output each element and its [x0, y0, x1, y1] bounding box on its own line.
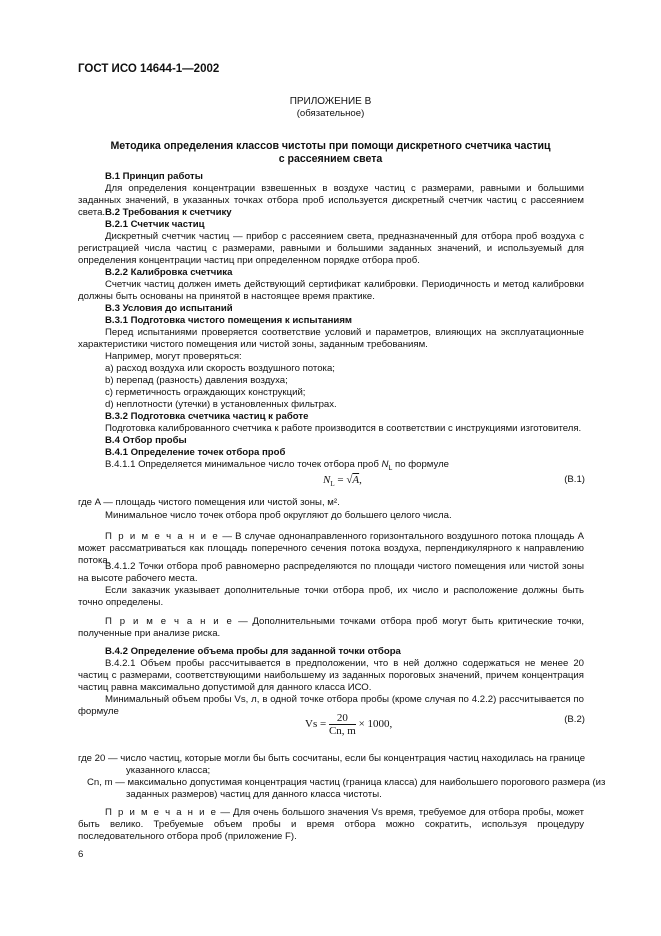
formula-b2-lhs: Vs = — [305, 718, 327, 731]
section-b4-heading: В.4 Отбор пробы — [105, 435, 187, 446]
note-3 — [78, 807, 584, 844]
note-2 — [78, 616, 584, 640]
appendix-title: ПРИЛОЖЕНИЕ В — [289, 96, 372, 107]
section-b32-text: Подготовка калиброванного счетчика к работе производится в соответствии с инструкциями изготовителя. — [105, 423, 582, 434]
section-b32-heading: В.3.2 Подготовка счетчика частиц к работе — [105, 411, 309, 422]
list-item-a: a) расход воздуха или скорость воздушного потока; — [105, 363, 335, 374]
where-2-item-1: где 20 — число частиц, которые могли бы быть сосчитаны, если бы концентрация частиц находилась на границе — [78, 753, 586, 764]
b411-text-b: по формуле — [392, 459, 450, 470]
section-b1-text: Для определения концентрации взвешенных в воздухе частиц с размерами, равными и большими заданных значений, в указанных точках отбора проб используется дискретный счетчик частиц с рассеянием света. — [78, 183, 584, 219]
section-b31-text: Перед испытаниями проверяется соответствие условий и параметров, влияющих на эксплуатационные характеристики чистого помещения или чистой зоны, заданным требованиям. — [78, 327, 584, 351]
section-b3-heading: В.3 Условия до испытаний — [105, 303, 233, 314]
note-2-text: — Дополнительными точками отбора проб могут быть критические точки, полученные при анализе риска. — [78, 616, 584, 640]
section-b1-heading: В.1 Принцип работы — [105, 171, 203, 182]
page-number: 6 — [78, 849, 84, 860]
note-1-text: — В случае однонаправленного горизонтального воздушного потока площадь A может рассматриваться как площадь поперечного сечения потока воздуха, перпендикулярного к направлению потока. — [78, 531, 584, 567]
equation-number-b2: (В.2) — [564, 714, 585, 725]
b411-text-a: В.4.1.1 Определяется минимальное число точек отбора проб — [105, 459, 382, 470]
title-line-2: с рассеянием света — [278, 153, 383, 165]
note-3-text: — Для очень большого значения Vs время, требуемое для отбора пробы, может быть велико. Требуемые объем пробы и время отбора можно сократить, используя процедуру последовательного отбора проб (приложение F). — [78, 807, 584, 843]
section-b31-example: Например, могут проверяться: — [105, 351, 242, 362]
section-b42-heading: В.4.2 Определение объема пробы для заданной точки отбора — [105, 646, 401, 657]
title-line-1: Методика определения классов чистоты при помощи дискретного счетчика частиц — [110, 140, 551, 152]
formula-b1-where: где A — площадь чистого помещения или чистой зоны, м². — [78, 497, 340, 508]
where-2-item-1b: указанного класса; — [126, 765, 211, 776]
section-b2-heading: В.2 Требования к счетчику — [105, 207, 232, 218]
formula-b2-fraction — [329, 712, 356, 737]
b411-symbol: N — [381, 459, 389, 470]
note-3-label: П р и м е ч а н и е — [105, 807, 218, 818]
appendix-status: (обязательное) — [296, 108, 365, 119]
formula-b1-symbol: N — [323, 474, 331, 486]
section-b421-text: В.4.2.1 Объем пробы рассчитывается в предположении, что в ней должно содержаться не менее 20 частиц с размерами, соответствующими наибольшему из заданных пороговых значений, причем концентрация частиц равна максимально допустимой для данного класса ИСО. — [78, 658, 584, 694]
section-b411-text — [105, 459, 449, 475]
section-b22-heading: В.2.2 Калибровка счетчика — [105, 267, 233, 278]
where-2-item-2: Cn, m — максимально допустимая концентрация частиц (граница класса) для наибольшего порогового размера (из — [87, 777, 606, 788]
document-title — [78, 140, 583, 166]
where-2-item-2b: заданных размеров) частиц для данного класса чистоты. — [126, 789, 382, 800]
note-1-label: П р и м е ч а н и е — [105, 531, 220, 542]
section-b21-text: Дискретный счетчик частиц — прибор с рассеянием света, предназначенный для отбора проб воздуха с регистрацией числа частиц с размерами, равными и большими заданных значений, и используемый для определения концентрации частиц при определенном порядке отбора проб. — [78, 231, 584, 267]
section-b31-heading: В.3.1 Подготовка чистого помещения к испытаниям — [105, 315, 353, 326]
section-b22-text: Счетчик частиц должен иметь действующий сертификат калибровки. Периодичность и метод калибровки должны быть основаны на принятой в настоящее время практике. — [78, 279, 584, 303]
formula-b1-area: A — [352, 474, 360, 486]
formula-b1: $N_L = √A$, — [323, 474, 362, 489]
b411-symbol-sub: L — [388, 464, 393, 472]
formula-b1-rhs: = √ — [337, 474, 353, 486]
section-b21-heading: В.2.1 Счетчик частиц — [105, 219, 205, 230]
equation-number-b1: (В.1) — [564, 474, 585, 485]
section-b412-text2: Если заказчик указывает дополнительные точки отбора проб, их число и расположение должны быть точно определены. — [78, 585, 584, 609]
formula-b1-rounding: Минимальное число точек отбора проб округляют до большего целого числа. — [105, 510, 452, 521]
formula-b2 — [305, 712, 392, 737]
section-b41-heading: В.4.1 Определение точек отбора проб — [105, 447, 286, 458]
formula-b2-numerator: 20 — [329, 712, 356, 725]
section-b412-text: В.4.1.2 Точки отбора проб равномерно распределяются по площади чистого помещения или чистой зоны на высоте рабочего места. — [78, 561, 584, 585]
formula-b2-rhs: × 1000, — [358, 718, 393, 731]
list-item-d: d) неплотности (утечки) в установленных фильтрах. — [105, 399, 337, 410]
formula-b2-denominator: Cn, m — [328, 725, 356, 737]
section-b421-text2: Минимальный объем пробы Vs, л, в одной точке отбора пробы (кроме случая по 4.2.2) рассчитывается по формуле — [78, 694, 584, 718]
list-item-b: b) перепад (разность) давления воздуха; — [105, 375, 288, 386]
document-header: ГОСТ ИСО 14644-1—2002 — [78, 63, 220, 75]
formula-b1-sub: L — [330, 480, 335, 489]
note-2-label: П р и м е ч а н и е — [105, 616, 234, 627]
list-item-c: c) герметичность ограждающих конструкций; — [105, 387, 306, 398]
